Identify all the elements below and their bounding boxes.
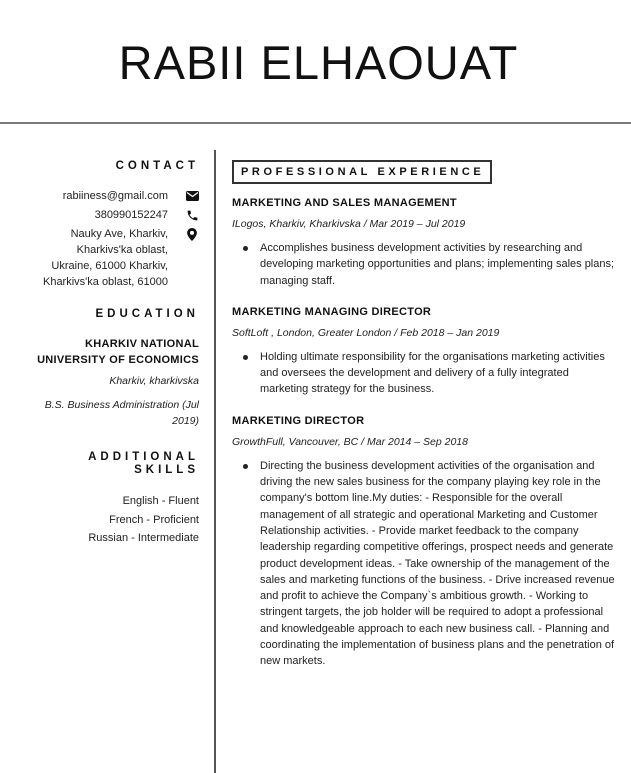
envelope-icon [185, 189, 199, 203]
header-divider [0, 122, 631, 124]
education-school: KHARKIV NATIONAL UNIVERSITY OF ECONOMICS [37, 338, 199, 366]
contact-phone[interactable]: 380990152247 [94, 209, 168, 221]
education-degree: B.S. Business Administration (Jul 2019) [44, 399, 199, 427]
contact-heading: CONTACT [115, 160, 199, 172]
candidate-name: RABII ELHAOUAT [118, 36, 519, 89]
contact-phone-row [30, 207, 199, 223]
job-entry [232, 196, 631, 289]
job-title: MARKETING AND SALES MANAGEMENT [232, 197, 457, 209]
contact-address: Nauky Ave, Kharkiv, Kharkivs'ka oblast, Ukraine, 61000 Kharkiv, Kharkivs'ka oblast, 61000 [42, 228, 168, 288]
job-entry [232, 414, 631, 670]
contact-email-row [30, 188, 199, 204]
job-meta: ILogos, Kharkiv, Kharkivska / Mar 2019 – Jul 2019 [232, 218, 466, 230]
job-meta: GrowthFull, Vancouver, BC / Mar 2014 – Sep 2018 [232, 435, 468, 448]
job-meta: SoftLoft , London, Greater London / Feb 2018 – Jan 2019 [232, 326, 500, 339]
skill-item: English - Fluent [122, 495, 199, 507]
right-column [232, 160, 631, 670]
job-description: Holding ultimate responsibility for the organisations marketing activities and oversees the development and delivery of a fully integrated marketing strategy for the business. [232, 349, 618, 398]
skill-item: French - Proficient [109, 513, 199, 526]
skill-item: Russian - Intermediate [88, 532, 199, 544]
contact-address-row [30, 226, 199, 290]
education-heading: EDUCATION [95, 308, 199, 320]
skills-list [30, 492, 199, 548]
map-pin-icon [185, 227, 199, 241]
phone-icon [185, 208, 199, 222]
education-location: Kharkiv, kharkivska [109, 375, 199, 387]
job-description: Directing the business development activities of the organisation and driving the new sales business for the company playing key role in the company's bottom line.My duties: - Responsible for the overall management of all strategic and operational Marketing and Customer Relationship activities. - Provide market feedback to the company leadership regarding competitive offerings, prospect needs and generate product development ideas. - Take ownership of the management of the sales and marketing functions of the business. - Drive increased revenue and profit to achieve the Company`s ambitious growth. - Working to stringent targets, the job holder will be required to adopt a professional and knowledgeable approach to each new business call. - Planning and coordinating the implementation of business plans and the penetration of new markets. [232, 458, 618, 670]
left-column [30, 150, 199, 548]
skills-heading: ADDITIONAL SKILLS [88, 451, 199, 476]
column-divider [214, 150, 216, 773]
job-title: MARKETING DIRECTOR [232, 414, 365, 427]
contact-email[interactable]: rabiiness@gmail.com [62, 190, 168, 202]
job-description: Accomplishes business development activities by researching and developing marketing opportunities and plans; implementing sales plans; managing staff. [232, 240, 618, 289]
job-entry [232, 305, 631, 398]
experience-heading: PROFESSIONAL EXPERIENCE [232, 160, 492, 184]
job-title: MARKETING MANAGING DIRECTOR [232, 305, 432, 318]
